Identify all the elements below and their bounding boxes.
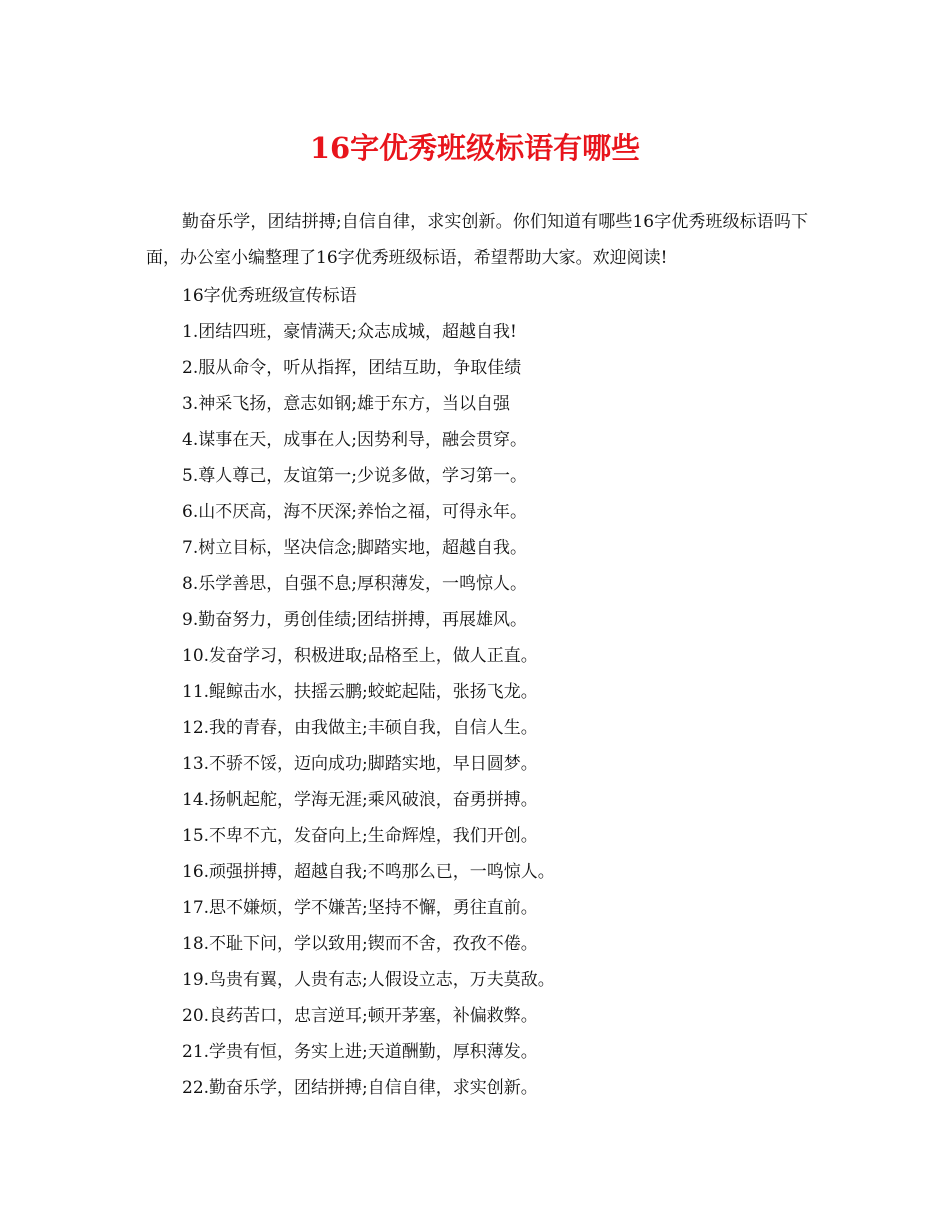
slogan-item: 12.我的青春，由我做主;丰硕自我，自信人生。 <box>182 718 538 738</box>
slogan-item: 22.勤奋乐学，团结拼搏;自信自律，求实创新。 <box>182 1078 538 1098</box>
slogan-item: 16.顽强拼搏，超越自我;不鸣那么已，一鸣惊人。 <box>182 862 555 882</box>
slogan-item: 2.服从命令，听从指挥，团结互助，争取佳绩 <box>182 358 522 378</box>
slogan-item: 8.乐学善思，自强不息;厚积薄发，一鸣惊人。 <box>182 574 527 594</box>
slogan-item: 13.不骄不馁，迈向成功;脚踏实地，早日圆梦。 <box>182 754 538 774</box>
slogan-item: 5.尊人尊己，友谊第一;少说多做，学习第一。 <box>182 466 527 486</box>
slogan-item: 15.不卑不亢，发奋向上;生命辉煌，我们开创。 <box>182 826 538 846</box>
slogan-item: 17.思不嫌烦，学不嫌苦;坚持不懈，勇往直前。 <box>182 898 538 918</box>
slogan-item: 21.学贵有恒，务实上进;天道酬勤，厚积薄发。 <box>182 1042 538 1062</box>
slogan-item: 7.树立目标，坚决信念;脚踏实地，超越自我。 <box>182 538 527 558</box>
slogan-item: 19.鸟贵有翼，人贵有志;人假设立志，万夫莫敌。 <box>182 970 555 990</box>
section-heading: 16字优秀班级宣传标语 <box>182 286 357 306</box>
slogan-item: 3.神采飞扬，意志如钢;雄于东方，当以自强 <box>182 394 510 414</box>
slogan-item: 18.不耻下问，学以致用;锲而不舍，孜孜不倦。 <box>182 934 538 954</box>
slogan-item: 1.团结四班，豪情满天;众志成城，超越自我! <box>182 322 517 342</box>
slogan-item: 4.谋事在天，成事在人;因势利导，融会贯穿。 <box>182 430 527 450</box>
page-title: 16字优秀班级标语有哪些 <box>309 131 641 165</box>
slogan-item: 10.发奋学习，积极进取;品格至上，做人正直。 <box>182 646 538 666</box>
slogan-item: 6.山不厌高，海不厌深;养怡之福，可得永年。 <box>182 502 527 522</box>
slogan-item: 11.鲲鲸击水，扶摇云鹏;蛟蛇起陆，张扬飞龙。 <box>182 682 538 702</box>
intro-paragraph: 勤奋乐学，团结拼搏;自信自律，求实创新。你们知道有哪些16字优秀班级标语吗下面，办公室小编整理了16字优秀班级标语，希望帮助大家。欢迎阅读! <box>146 212 808 268</box>
slogan-item: 14.扬帆起舵，学海无涯;乘风破浪，奋勇拼搏。 <box>182 790 538 810</box>
slogan-item: 20.良药苦口，忠言逆耳;顿开茅塞，补偏救弊。 <box>182 1006 538 1026</box>
slogan-list <box>182 314 555 1106</box>
slogan-item: 9.勤奋努力，勇创佳绩;团结拼搏，再展雄风。 <box>182 610 527 630</box>
